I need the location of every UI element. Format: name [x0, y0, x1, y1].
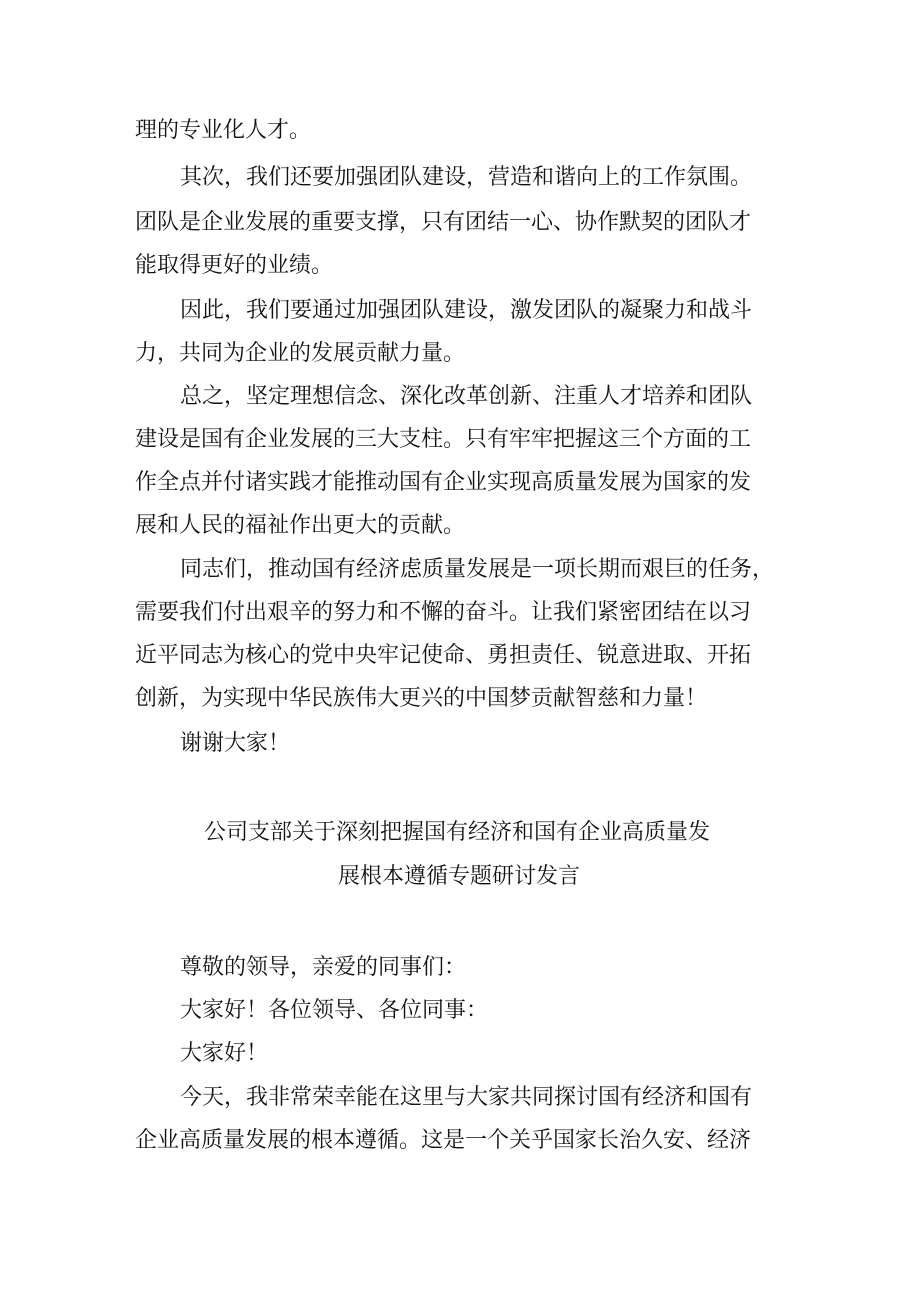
article-title-line-2: 展根本遵循专题研讨发言 — [337, 864, 580, 889]
paragraph-start: 因此，我们要通过加强团队建设，激发团队的凝聚力和战斗 — [180, 298, 753, 323]
text-line: 企业高质量发展的根本遵循。这是一个关乎国家长治久安、经济 — [135, 1128, 752, 1153]
greeting-line: 大家好！各位领导、各位同事： — [180, 998, 489, 1023]
paragraph-start: 总之，坚定理想信念、深化改革创新、注重人才培养和团队 — [180, 384, 753, 409]
text-line: 近平同志为核心的党中央牢记使命、勇担责任、锐意进取、开拓 — [135, 643, 752, 668]
article-title-line-1: 公司支部关于深刻把握国有经济和国有企业高质量发 — [203, 820, 710, 845]
closing-line: 谢谢大家！ — [180, 731, 291, 756]
text-line: 展和人民的福祉作出更大的贡献。 — [135, 513, 466, 538]
text-line: 作全点并付诸实践才能推动国有企业实现高质量发展为国家的发 — [135, 470, 752, 495]
text-line: 理的专业化人才。 — [135, 118, 312, 143]
text-line: 需要我们付出艰辛的努力和不懈的奋斗。让我们紧密团结在以习 — [135, 600, 752, 625]
text-line: 建设是国有企业发展的三大支柱。只有牢牢把握这三个方面的工 — [135, 427, 752, 452]
text-line: 力，共同为企业的发展贡献力量。 — [135, 341, 466, 366]
paragraph-start: 今天，我非常荣幸能在这里与大家共同探讨国有经济和国有 — [180, 1085, 753, 1110]
paragraph-start: 同志们，推动国有经济虑质量发展是一项长期而艰巨的任务， — [180, 557, 775, 582]
greeting-line: 大家好！ — [180, 1041, 269, 1066]
text-line: 团队是企业发展的重要支撑，只有团结一心、协作默契的团队才 — [135, 210, 752, 235]
salutation-line: 尊敬的领导，亲爱的同事们： — [180, 955, 467, 980]
text-line: 能取得更好的业绩。 — [135, 253, 334, 278]
paragraph-start: 其次，我们还要加强团队建设，营造和谐向上的工作氛围。 — [180, 165, 753, 190]
text-line: 创新，为实现中华民族伟大更兴的中国梦贡献智慈和力量！ — [135, 686, 708, 711]
